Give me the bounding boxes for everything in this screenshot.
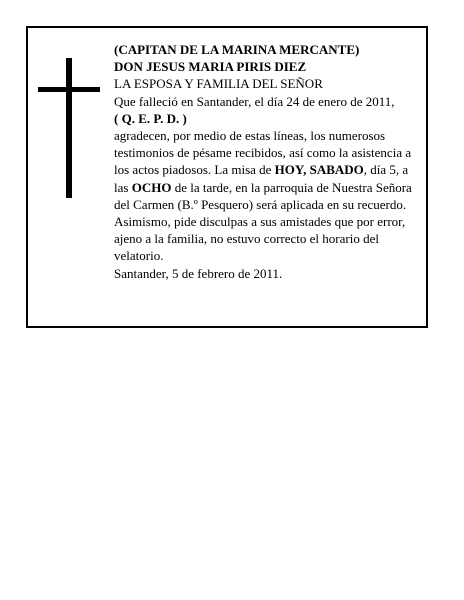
notice-title: (CAPITAN DE LA MARINA MERCANTE) <box>114 42 360 57</box>
notice-text <box>114 41 422 282</box>
notice-body <box>114 127 422 265</box>
body-day-bold: HOY, SABADO <box>274 162 364 178</box>
body-text-3: de la tarde, en la parroquia de Nuestra Señora del Carmen (B.º Pesquero) será aplicada en su recuerdo. Asimismo, pide disculpas a sus amistades que por error, ajeno a la familia, no estuvo correcto el horario del velatorio. <box>114 179 412 264</box>
deceased-name: DON JESUS MARIA PIRIS DIEZ <box>114 59 307 75</box>
qepd-line: ( Q. E. P. D. ) <box>114 110 187 126</box>
body-text-1: agradecen, por medio de estas líneas, los numerosos testimonios de pésame recibidos, así como la asistencia a los actos piadosos. La misa de <box>114 128 412 178</box>
family-line: LA ESPOSA Y FAMILIA DEL SEÑOR <box>114 76 323 92</box>
death-line: Que falleció en Santander, el día 24 de enero de 2011, <box>114 93 395 109</box>
closing-line: Santander, 5 de febrero de 2011. <box>114 265 283 281</box>
cross-icon <box>66 58 72 198</box>
obituary-notice-frame <box>26 26 428 328</box>
body-time-bold: OCHO <box>131 179 172 195</box>
cross-icon-crossbar <box>38 87 100 92</box>
body-text-2: , día 5, a las <box>114 162 409 195</box>
